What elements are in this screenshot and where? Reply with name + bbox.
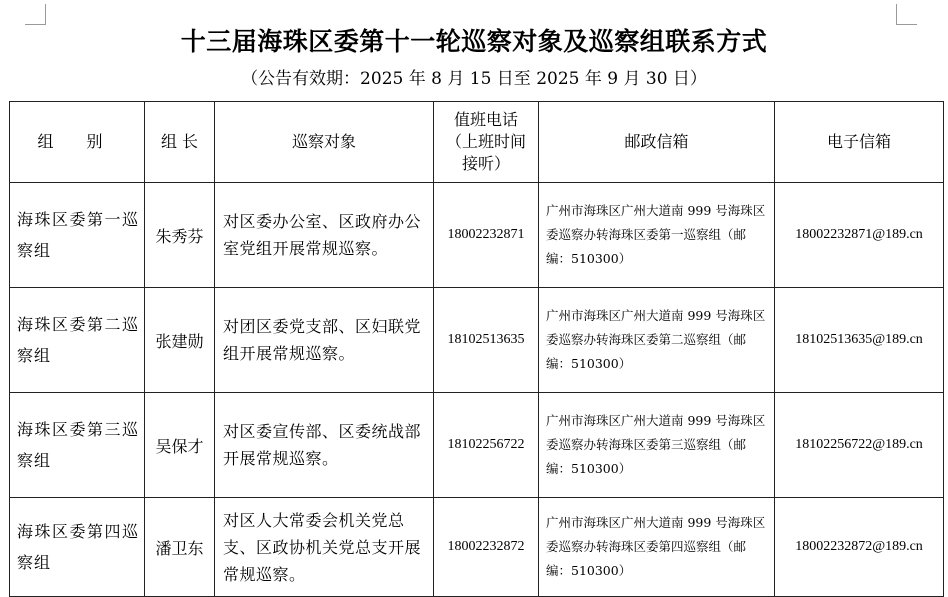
cell-postal: 广州市海珠区广州大道南 999 号海珠区委巡察办转海珠区委第一巡察组（邮编：510300） <box>539 183 775 288</box>
cell-email: 18102513635@189.cn <box>775 288 944 393</box>
contact-table <box>9 101 944 597</box>
cell-leader: 朱秀芬 <box>145 183 215 288</box>
cell-leader: 吴保才 <box>145 393 215 498</box>
header-group: 组 别 <box>10 102 145 183</box>
cell-target: 对团区委党支部、区妇联党组开展常规巡察。 <box>215 288 434 393</box>
document-subtitle: （公告有效期：2025 年 8 月 15 日至 2025 年 9 月 30 日） <box>241 69 707 89</box>
cell-group: 海珠区委第一巡察组 <box>10 183 145 288</box>
cell-phone: 18002232871 <box>434 183 539 288</box>
cell-group: 海珠区委第二巡察组 <box>10 288 145 393</box>
header-phone <box>434 102 539 183</box>
cell-target: 对区委宣传部、区委统战部开展常规巡察。 <box>215 393 434 498</box>
table-header-row <box>10 102 944 183</box>
header-leader: 组 长 <box>145 102 215 183</box>
document-title: 十三届海珠区委第十一轮巡察对象及巡察组联系方式 <box>180 27 768 56</box>
table-row <box>10 288 944 393</box>
cell-phone: 18002232872 <box>434 498 539 597</box>
header-phone-line3: 接听） <box>461 154 510 173</box>
cell-postal: 广州市海珠区广州大道南 999 号海珠区委巡察办转海珠区委第四巡察组（邮编：510300） <box>539 498 775 597</box>
cell-group: 海珠区委第三巡察组 <box>10 393 145 498</box>
cell-leader: 张建勋 <box>145 288 215 393</box>
cell-leader: 潘卫东 <box>145 498 215 597</box>
header-email: 电子信箱 <box>775 102 944 183</box>
cell-postal: 广州市海珠区广州大道南 999 号海珠区委巡察办转海珠区委第三巡察组（邮编：510300） <box>539 393 775 498</box>
table-row <box>10 393 944 498</box>
cell-target: 对区委办公室、区政府办公室党组开展常规巡察。 <box>215 183 434 288</box>
cell-phone: 18102256722 <box>434 393 539 498</box>
cell-phone: 18102513635 <box>434 288 539 393</box>
table-row <box>10 498 944 597</box>
table-row <box>10 183 944 288</box>
cell-postal: 广州市海珠区广州大道南 999 号海珠区委巡察办转海珠区委第二巡察组（邮编：510300） <box>539 288 775 393</box>
cell-email: 18002232872@189.cn <box>775 498 944 597</box>
header-phone-line1: 值班电话 <box>453 110 518 129</box>
cell-email: 18002232871@189.cn <box>775 183 944 288</box>
header-phone-line2: （上班时间 <box>445 132 526 151</box>
header-target: 巡察对象 <box>215 102 434 183</box>
cell-email: 18102256722@189.cn <box>775 393 944 498</box>
cell-target: 对区人大常委会机关党总支、区政协机关党总支开展常规巡察。 <box>215 498 434 597</box>
cell-group: 海珠区委第四巡察组 <box>10 498 145 597</box>
header-postal: 邮政信箱 <box>539 102 775 183</box>
